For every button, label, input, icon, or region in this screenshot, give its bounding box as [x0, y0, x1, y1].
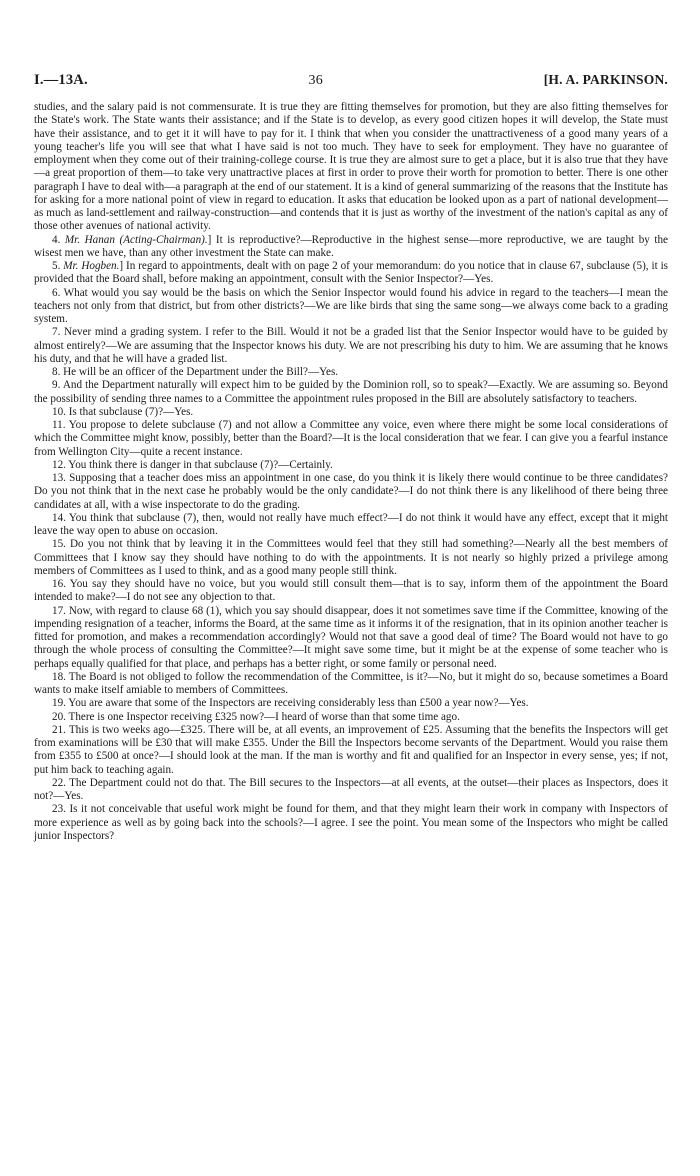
question-4: [34, 234, 668, 261]
paragraph-text: ] In regard to appointments, dealt with on page 2 of your memorandum: do you notice that in clause 67, subclause (5), it is provided that the Board shall, before making an appointment, consult with the Senior Inspector?—Yes.: [34, 260, 668, 286]
question-13: 13. Supposing that a teacher does miss an appointment in one case, do you think it is likely there would continue to be three candidates? Do you not think that in the next case he probably would be the only candidate?—I do not think there is any likelihood of there being three candidates at all, with a wise inspectorate to do the grading.: [34, 472, 668, 511]
question-17: 17. Now, with regard to clause 68 (1), which you say should disappear, does it not sometimes save time if the Committee, knowing of the impending resignation of a teacher, informs the Board, at the same time as it informs it of the resignation, that in its opinion another teacher is fitted for promotion, and makes a recommendation accordingly? Would not that save a good deal of time? The Board would not have to go through the whole process of consulting the Committee?—It might save some time, but it might be at the expense of some teacher who is perhaps equally qualified for that place, and perhaps has a better right, or some family or personal need.: [34, 604, 668, 670]
page-number: 36: [308, 73, 323, 88]
question-number: 5.: [52, 260, 64, 272]
question-12: 12. You think there is danger in that subclause (7)?—Certainly.: [52, 458, 333, 471]
question-22: 22. The Department could not do that. The Bill secures to the Inspectors—at all events, at the outset—their places as Inspectors, does it not?—Yes.: [34, 776, 668, 802]
witness-name: [H. A. PARKINSON.: [543, 72, 668, 87]
question-15: 15. Do you not think that by leaving it in the Committees would feel that they still had something?—Nearly all the best members of Committees that I know say they should have nothing to do with the appointments. It is not nearly so highly prized a privilege among members of Committees as I used to think, and as a good many people still think.: [34, 538, 668, 577]
paragraph-1: [34, 101, 668, 234]
question-16: 16. You say they should have no voice, but you would still consult them—that is to say, inform them of the appointment the Board intended to make?—I do not see any objection to that.: [34, 578, 668, 604]
question-7: 7. Never mind a grading system. I refer to the Bill. Would it not be a graded list that the Senior Inspector would have to be guided by almost entirely?—We are assuming that the Inspector knows his duty. We are not prescribing his duty to him. We are assuming that he knows his duty, and that he will have a graded list.: [34, 326, 668, 365]
question-10: 10. Is that subclause (7)?—Yes.: [52, 405, 194, 418]
question-number: 4.: [52, 233, 65, 246]
speaker-name: Mr. Hogben.: [63, 260, 120, 272]
speaker-name: Mr. Hanan (Acting-Chairman).: [64, 233, 208, 246]
question-9: 9. And the Department naturally will expect him to be guided by the Dominion roll, so to speak?—Exactly. We are assuming so. Beyond the possibility of sending three names to a Committee the appointment rules proposed in the Bill are absolutely satisfactory to teachers.: [34, 379, 668, 405]
question-18: 18. The Board is not obliged to follow the recommendation of the Committee, is it?—No, but it might do so, because sometimes a Board wants to make itself amiable to members of Committees.: [34, 670, 668, 696]
document-page: [34, 72, 668, 843]
question-6: 6. What would you say would be the basis on which the Senior Inspector would found his advice in regard to the teachers—I mean the teachers not only from that district, but from other districts?—We are like birds that sing the same song—we always come back to a grading system.: [34, 286, 668, 325]
question-14: 14. You think that subclause (7), then, would not really have much effect?—I do not think it would have any effect, except that it might leave the way open to abuse on occasion.: [34, 511, 668, 537]
question-23: 23. Is it not conceivable that useful work might be found for them, and that they might learn their work in company with Inspectors of more experience as well as by going back into the schools?—I agree. I see the point. You mean some of the Inspectors who might be called junior Inspectors?: [34, 803, 668, 842]
page-header: [34, 72, 668, 89]
question-21: 21. This is two weeks ago—£325. There will be, at all events, an improvement of £25. Assuming that the benefits the Inspectors will get from examinations will be £30 that will make £355. Under the Bill the Inspectors become servants of the Department. Would you raise them from £355 to £500 at once?—I should look at the man. If the man is worthy and fit and qualified for an Inspector in every sense, yes; if not, put him back to teaching again.: [34, 723, 668, 776]
question-5: [34, 260, 668, 287]
question-11: 11. You propose to delete subclause (7) and not allow a Committee any voice, even where there might be some local considerations of which the Committee might know, possibly, better than the Board?—It is the local consideration that we fear. I can give you a fearful instance from Wellington City—quite a recent instance.: [34, 419, 668, 458]
paragraph-text: ] It is reproductive?—Reproductive in the highest sense—more reproductive, we are taught by the wisest men we have, than any other investment the State can make.: [34, 233, 668, 259]
body-text: [34, 101, 668, 843]
question-19: 19. You are aware that some of the Inspectors are receiving considerably less than £500 a year now?—Yes.: [52, 697, 529, 710]
question-20: 20. There is one Inspector receiving £325 now?—I heard of worse than that some time ago.: [52, 710, 460, 723]
document-reference: I.—13A.: [34, 72, 88, 88]
paragraph-text: studies, and the salary paid is not commensurate. It is true they are fitting themselves for promotion, but they are also fitting themselves for the State's work. The State wants their assistance; and if the State is to develop, as every good citizen hopes it will develop, the State must have their assistance, and to get it it will have to pay for it. I think that when you consider the unattractiveness of a good many years of a young teacher's life you will see that what I have said is not too much. They have to seek for employment. They have no guarantee of employment when they come out of their training-college course. It is true they are almost sure to get a place, but it is also true that they have—a great proportion of them—to take very unattractive places at first in order to prove their worth for promotion to better. There is one other paragraph I have to deal with—a paragraph at the end of our statement. It is a kind of general summarizing of the reasons that the Institute has for asking for a more national point of view in regard to education. It asks that education be looked upon as a part of national development—as much as land-settlement and railway-construction—and contends that it is just as worthy of the investment of the nation's capital as any of those other avenues of national activity.: [34, 101, 668, 233]
question-8: 8. He will be an officer of the Department under the Bill?—Yes.: [52, 366, 339, 378]
